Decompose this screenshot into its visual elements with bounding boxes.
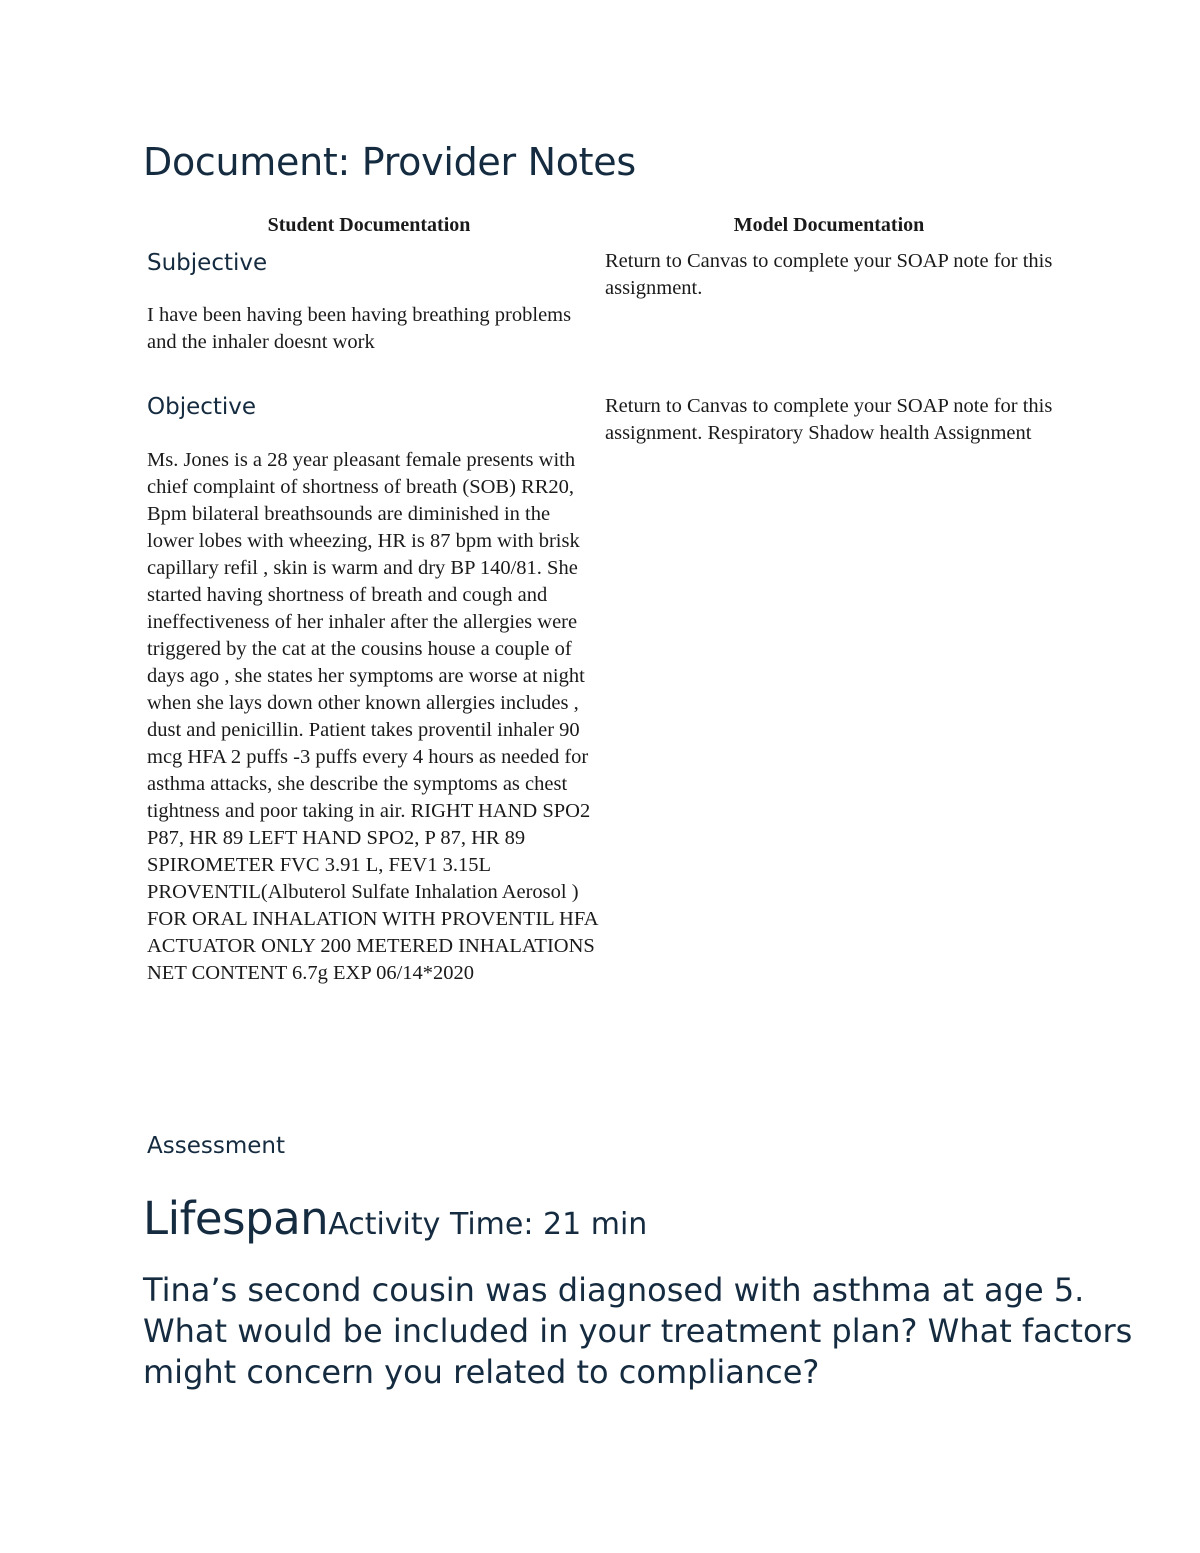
- objective-model-text: Return to Canvas to complete your SOAP note for this assignment. Respiratory Shadow health Assignment: [605, 395, 1053, 444]
- subjective-model-text: Return to Canvas to complete your SOAP note for this assignment.: [605, 250, 1053, 299]
- objective-student-text: Ms. Jones is a 28 year pleasant female presents with chief complaint of shortness of breath (SOB) RR20, Bpm bilateral breathsounds are diminished in the lower lobes with wheezing, HR is 87 bpm with brisk capillary refil , skin is warm and dry BP 140/81. She started having shortness of breath and cough and ineffectiveness of her inhaler after the allergies were triggered by the cat at the cousins house a couple of days ago , she states her symptoms are worse at night when she lays down other known allergies includes , dust and penicillin. Patient takes proventil inhaler 90 mcg HFA 2 puffs -3 puffs every 4 hours as needed for asthma attacks, she describe the symptoms as chest tightness and poor taking in air. RIGHT HAND SPO2 P87, HR 89 LEFT HAND SPO2, P 87, HR 89 SPIROMETER FVC 3.91 L, FEV1 3.15L PROVENTIL(Albuterol Sulfate Inhalation Aerosol ) FOR ORAL INHALATION WITH PROVENTIL HFA ACTUATOR ONLY 200 METERED INHALATIONS NET CONTENT 6.7g EXP 06/14*2020: [147, 449, 598, 984]
- lifespan-question: Tina’s second cousin was diagnosed with asthma at age 5. What would be included in your treatment plan? What factors might concern you related to compliance?: [143, 1271, 1133, 1391]
- lifespan-header: [143, 1192, 647, 1245]
- objective-heading: Objective: [147, 394, 257, 420]
- activity-time: Activity Time: 21 min: [328, 1207, 648, 1242]
- page-title: Document: Provider Notes: [143, 140, 636, 184]
- lifespan-title: Lifespan: [143, 1192, 329, 1245]
- model-documentation-header: Model Documentation: [733, 214, 925, 236]
- assessment-heading: Assessment: [147, 1133, 285, 1159]
- student-documentation-header: Student Documentation: [267, 214, 471, 236]
- subjective-student-text: I have been having been having breathing problems and the inhaler doesnt work: [147, 304, 572, 353]
- subjective-heading: Subjective: [147, 250, 268, 276]
